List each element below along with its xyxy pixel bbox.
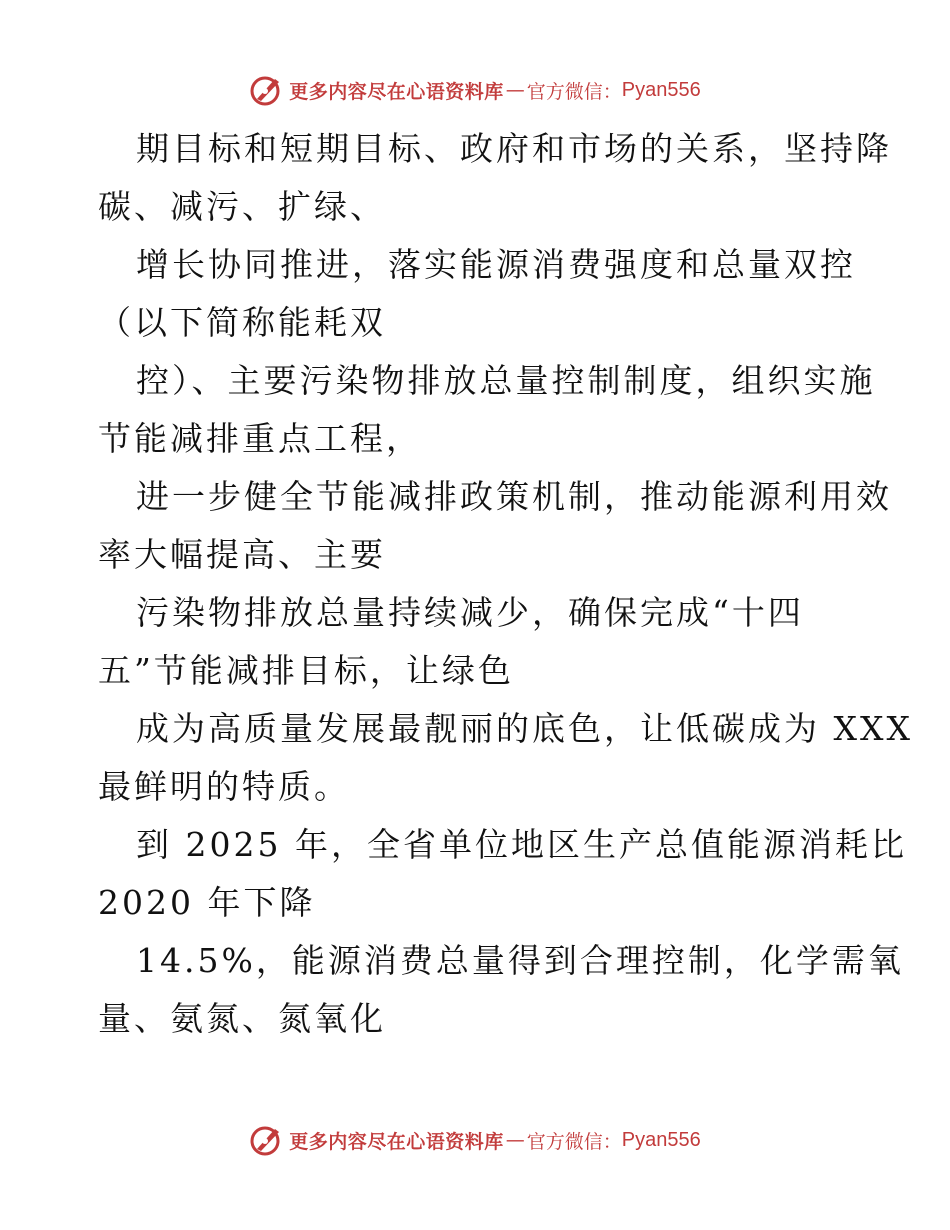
body-line: 成为高质量发展最靓丽的底色，让低碳成为 XXX (136, 709, 913, 748)
body-line: 节能减排重点工程， (98, 419, 422, 458)
header-watermark-banner (0, 70, 950, 110)
body-line: 2020 年下降 (98, 883, 316, 922)
body-line: 最鲜明的特质。 (98, 767, 350, 806)
footer-banner-text: 更多内容尽在心语资料库 (289, 1130, 504, 1153)
quill-logo-icon (249, 1123, 283, 1157)
body-line: 进一步健全节能减排政策机制，推动能源利用效 (136, 477, 892, 516)
header-banner-dash: — (505, 79, 525, 101)
header-banner-wechat-label: 官方微信： (526, 80, 622, 103)
footer-banner-wechat-id: Pyan556 (621, 1128, 701, 1151)
body-line: （以下简称能耗双 (98, 303, 386, 342)
header-banner-text: 更多内容尽在心语资料库 (289, 80, 504, 103)
body-line: 污染物排放总量持续减少，确保完成“十四 (136, 593, 804, 632)
body-line: 期目标和短期目标、政府和市场的关系，坚持降 (136, 129, 892, 168)
body-line: 碳、减污、扩绿、 (98, 187, 386, 226)
body-line: 五”节能减排目标，让绿色 (98, 651, 514, 690)
body-line: 到 2025 年，全省单位地区生产总值能源消耗比 (136, 825, 907, 864)
footer-banner-dash: — (505, 1129, 525, 1151)
body-line: 增长协同推进，落实能源消费强度和总量双控 (136, 245, 856, 284)
header-banner-wechat-id: Pyan556 (621, 78, 701, 101)
footer-banner-wechat-label: 官方微信： (526, 1130, 622, 1153)
quill-logo-icon (249, 73, 283, 107)
body-line: 控）、主要污染物排放总量控制制度，组织实施 (136, 361, 876, 400)
body-line: 14.5%，能源消费总量得到合理控制，化学需氧 (136, 941, 904, 980)
footer-watermark-banner (0, 1120, 950, 1160)
body-line: 率大幅提高、主要 (98, 535, 386, 574)
body-line: 量、氨氮、氮氧化 (98, 999, 386, 1038)
